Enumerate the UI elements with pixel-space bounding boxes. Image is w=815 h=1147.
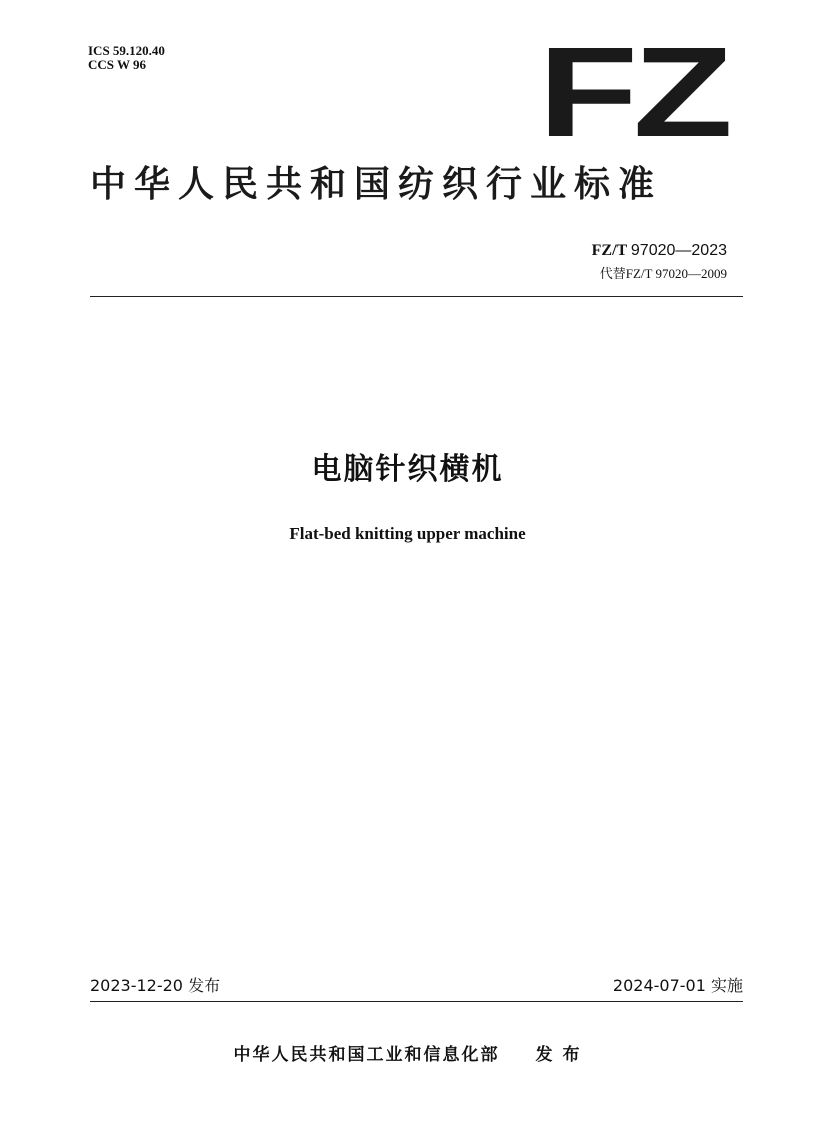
ccs-code: CCS W 96: [88, 57, 147, 72]
document-title-en: Flat-bed knitting upper machine: [289, 524, 526, 543]
industry-standard-title: 中华人民共和国纺织行业标准: [90, 164, 663, 205]
issuer-name: 中华人民共和国工业和信息化部: [233, 1045, 500, 1065]
ics-code: ICS 59.120.40: [88, 43, 165, 58]
issue-label: 发 布: [535, 1045, 582, 1065]
header-divider: [90, 296, 743, 297]
standard-number: [592, 242, 727, 260]
document-title-zh: 电脑针织横机: [311, 452, 504, 487]
footer-divider: [90, 1001, 743, 1002]
standard-prefix: FZ/T: [591, 242, 627, 259]
implement-date: 2024-07-01 实施: [612, 976, 743, 995]
replaces-standard: 代替FZ/T 97020—2009: [599, 266, 727, 281]
standard-number-value: 97020—2023: [630, 242, 727, 259]
publish-date: 2023-12-20 发布: [90, 976, 221, 995]
issuer-line: [0, 1044, 815, 1066]
classification-codes: [88, 44, 165, 72]
fz-logo: FZ: [538, 21, 728, 164]
